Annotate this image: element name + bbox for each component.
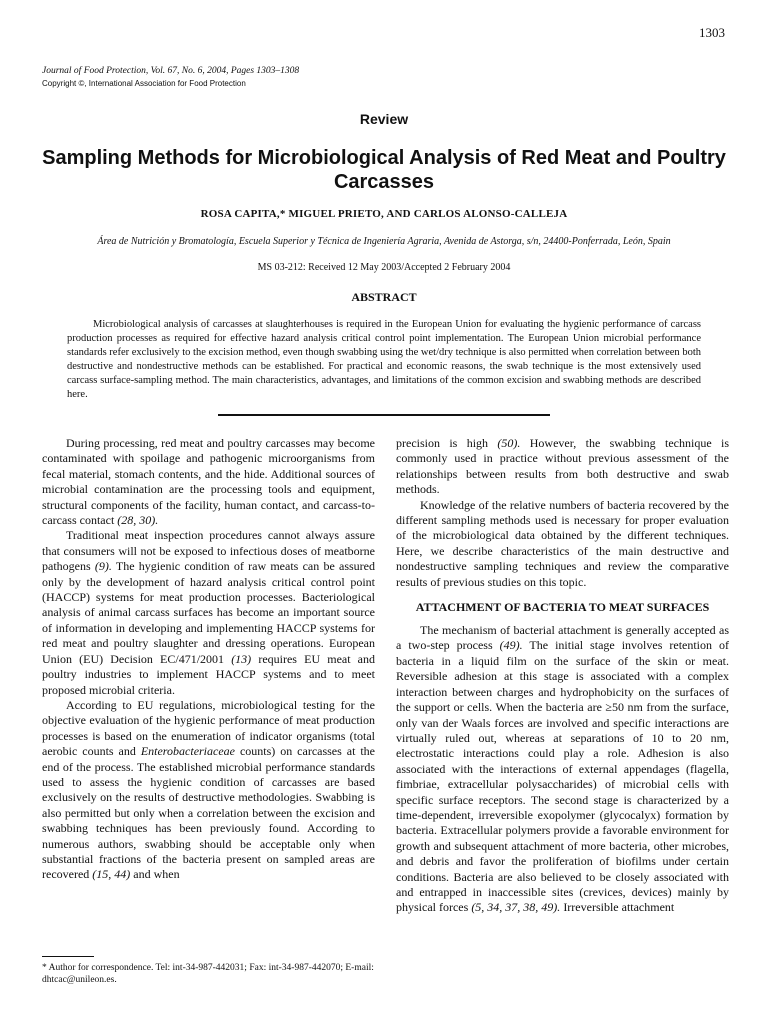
citation: (13) [231,651,252,666]
copyright-notice: Copyright ©, International Association for Food Protection [42,79,246,88]
paragraph-text: During processing, red meat and poultry carcasses may become contaminated with spoilage and pathogenic microorganisms from fecal material, stomach contents, and the hide. Additional sources of microbial contamination are the processing tools and equipment, structural components of the facility, human contact, and carcass-to-carcass contact [42,436,375,528]
body-paragraph [396,436,729,498]
section-label: Review [359,111,409,127]
paragraph-text: According to EU regulations, microbiological testing for the objective evaluation of the hygienic performance of meat production processes is based on the enumeration of indicator organisms (total aerobic counts and [42,697,375,759]
paragraph-text: The hygienic condition of raw meats can be assured only by the development of hazard analysis critical control point (HACCP) systems for meat production processes. Bacteriological analysis of animal carcass surfaces has become an important source of information in developing and implementing HACCP systems for red meat and poultry slaughter and dressing operations. European Union (EU) Decision EC/471/2001 [42,559,375,666]
citation: (9). [94,559,112,574]
paragraph-text: requires EU meat and poultry industries to implement HACCP systems and to meet proposed microbial criteria. [42,651,376,697]
footnote-divider [42,956,94,957]
citation: (49). [499,638,523,653]
citation: (5, 34, 37, 38, 49). [471,900,561,915]
paragraph-text: The initial stage involves retention of bacteria in a liquid film on the surface of the skin or meat. Reversible adhesion at this stage is associated with a complex interaction between charges and hydrophobicity on the surfaces of the support or cells. When the bacteria are ≥50 nm from the surface, only van der Waals forces are involved and specific interactions are virtually ruled out, whereas at separations of 10 to 20 nm, electrostatic interactions could play a role. Adhesion is also associated with the interactions of external appendages (flagella, fimbriae, extracellular polysaccharides) of microbial cells with specific surface receptors. The second stage is characterized by a time-dependent, irreversible exopolymer (glycocalyx) formation by bacteria. Extracellular polymers provide a favorable environment for growth and subsequent attachment of more bacteria, other microbes, and debris and favor the proliferation of biofilms under certain conditions. Bacteria are also believed to be closely associated with and entrapped in inaccessible sites (crevices, devices) mainly by physical forces [396,638,730,915]
section-heading: ATTACHMENT OF BACTERIA TO MEAT SURFACES [415,600,710,615]
citation: (50). [497,436,521,450]
paragraph-text: Irreversible attachment [563,900,675,915]
manuscript-info: MS 03-212: Received 12 May 2003/Accepted 2 February 2004 [257,262,511,273]
abstract-heading: ABSTRACT [351,290,417,304]
abstract-divider [218,414,550,416]
abstract-text: Microbiological analysis of carcasses at slaughterhouses is required in the European Union for evaluating the hygienic performance of carcass production processes as required for effective hazard analysis critical control point implementation. The European Union microbial performance standards refer exclusively to the excision method, even though swabbing using the wet/dry technique is also permitted when correlation between both destructive and nondestructive methods can be established. For practical and economic reasons, the swab technique is the most extensively used carcass surface-sampling method. The main characteristics, advantages, and limitations of the common excision and swabbing methods are described here. [67,319,701,401]
affiliation: Área de Nutrición y Bromatología, Escuela Superior y Técnica de Ingeniería Agraria, Avenida de Astorga, s/n, 24400-Ponferrada, León, Spain [97,236,671,247]
paragraph-text: The mechanism of bacterial attachment is generally accepted as a two-step process [396,623,729,653]
paragraph-text: Traditional meat inspection procedures cannot always assure that consumers will not be exposed to infectious doses of meatborne pathogens [42,528,375,574]
correspondence-footnote: * Author for correspondence. Tel: int-34-987-442031; Fax: int-34-987-442070; E-mail: dhtcac@unileon.es. [42,963,374,985]
body-paragraph [396,623,729,916]
paragraph-text: However, the swabbing technique is commonly used in practice without previous assessment of the relationships between results from both destructive and swab methods. [396,436,730,497]
body-paragraph [42,698,375,883]
body-paragraph [42,528,375,697]
left-column [42,436,375,883]
paragraph-text: Knowledge of the relative numbers of bacteria recovered by the different sampling methods used is necessary for proper evaluation of the microbiological data obtained by the different techniques. Here, we describe characteristics of the main destructive and nondestructive sampling techniques and review the comparative results of previous studies on this topic. [396,497,729,589]
body-paragraph [42,436,375,528]
journal-citation: Journal of Food Protection, Vol. 67, No. 6, 2004, Pages 1303–1308 [42,66,300,76]
paragraph-text: precision is high [396,436,489,450]
citation: (15, 44) [92,867,131,882]
right-column [396,436,729,916]
taxon-name: Enterobacteriaceae [140,744,235,759]
body-paragraph [396,498,729,590]
author-list: ROSA CAPITA,* MIGUEL PRIETO, AND CARLOS ALONSO-CALLEJA [200,208,568,220]
paragraph-text: and when [133,867,180,882]
citation: (28, 30). [117,513,159,528]
article-title: Sampling Methods for Microbiological Analysis of Red Meat and Poultry Carcasses [42,147,726,193]
page-number: 1303 [699,25,725,40]
paragraph-text: counts) on carcasses at the end of the process. The established microbial performance standards used to assess the hygienic condition of carcasses are based exclusively on the results of destructive methodologies. Swabbing is also permitted but only when a correlation between the excision and swabbing techniques has been previously found. According to numerous authors, swabbing should be acceptable only when substantial fractions of the bacteria present on sampled areas are recovered [42,744,376,882]
